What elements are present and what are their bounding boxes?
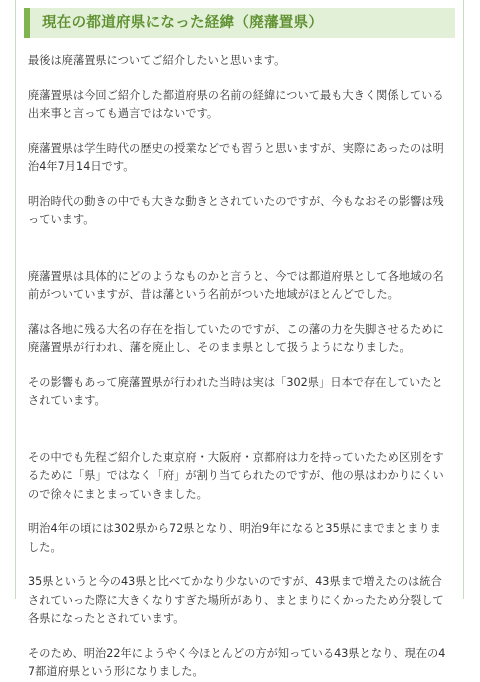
paragraph: 35県というと今の43県と比べてかなり少ないのですが、43県まで増えたのは統合されていった際に大きくなりすぎた場所があり、まとまりにくかったため分裂して各県になったとされています。	[28, 575, 444, 625]
section-heading: 現在の都道府県になった経緯（廃藩置県）	[24, 8, 455, 38]
paragraph: その影響もあって廃藩置県が行われた当時は実は「302県」日本で存在していたとされています。	[28, 375, 443, 407]
paragraph: 藩は各地に残る大名の存在を指していたのですが、この藩の力を失脚させるために廃藩置県が行われ、藩を廃止し、そのまま県として扱うようになりました。	[28, 322, 444, 354]
paragraph: 廃藩置県は具体的にどのようなものかと言うと、今では都道府県として各地域の名前がついていますが、昔は藩という名前がついた地域がほとんどでした。	[28, 269, 444, 301]
paragraph: 明治時代の動きの中でも大きな動きとされていたのですが、今もなおその影響は残っています。	[28, 194, 444, 226]
spacer	[24, 246, 455, 268]
paragraph: 廃藩置県は学生時代の歴史の授業などでも習うと思いますが、実際にあったのは明治4年7月14日です。	[28, 141, 444, 173]
article-body	[15, 0, 464, 678]
paragraph: そのため、明治22年にようやく今ほとんどの方が知っている43県となり、現在の47都道府県という形になりました。	[28, 646, 446, 678]
paragraph: 廃藩置県は今回ご紹介した都道府県の名前の経緯について最も大きく関係している出来事と言っても過言ではないです。	[28, 88, 444, 120]
paragraph: 最後は廃藩置県についてご紹介したいと思います。	[28, 54, 286, 67]
paragraph: 明治4年の頃には302県から72県となり、明治9年になると35県にまでまとまりました。	[28, 522, 441, 554]
paragraph: その中でも先程ご紹介した東京府・大阪府・京都府は力を持っていたため区別をするために「県」ではなく「府」が割り当てられたのですが、他の県はわかりにくいので徐々にまとまっていきました。	[28, 450, 444, 501]
spacer	[24, 427, 455, 449]
